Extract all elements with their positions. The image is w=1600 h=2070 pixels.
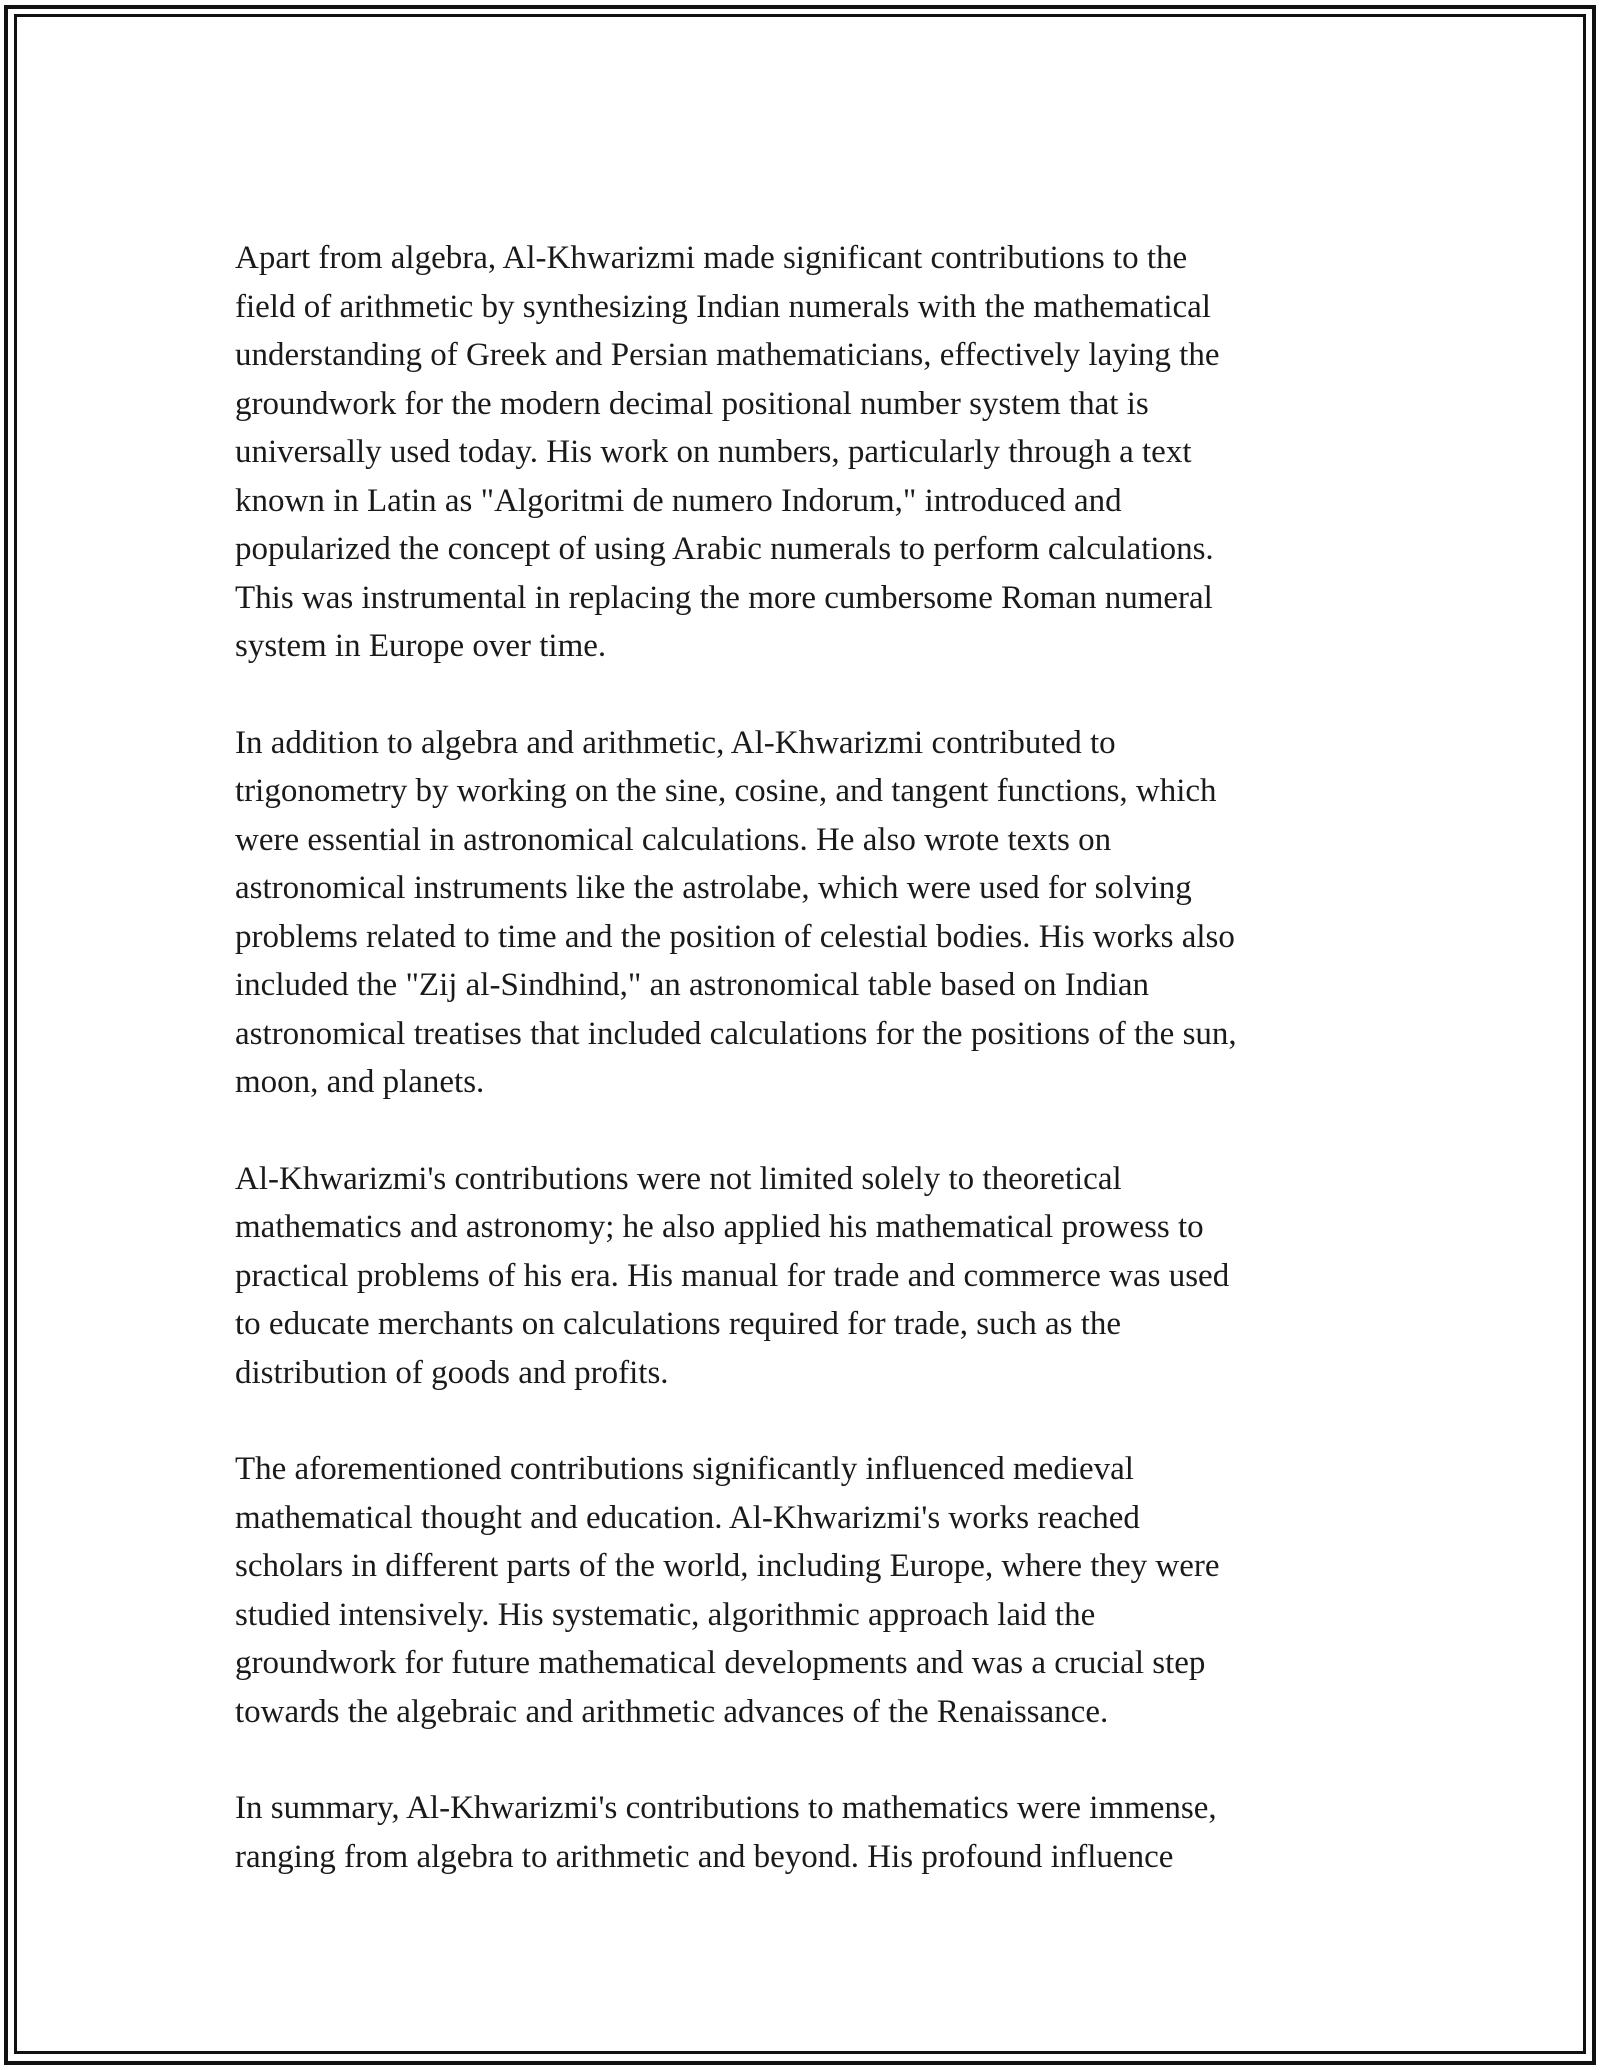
paragraph-arithmetic: Apart from algebra, Al-Khwarizmi made significant contributions to the field of arithmetic by synthesizing Indian numerals with the mathematical understanding of Greek and Persian mathematicians, effectively laying the groundwork for the modern decimal positional number system that is universally used today. His work on numbers, particularly through a text known in Latin as "Algoritmi de numero Indorum," introduced and popularized the concept of using Arabic numerals to perform calculations. This was instrumental in replacing the more cumbersome Roman numeral system in Europe over time. xyxy=(235,240,1220,664)
document-body xyxy=(235,234,1355,1929)
paragraph-influence: The aforementioned contributions significantly influenced medieval mathematical thought and education. Al-Khwarizmi's works reached scholars in different parts of the world, including Europe, where they were studied intensively. His systematic, algorithmic approach laid the groundwork for future mathematical developments and was a crucial step towards the algebraic and arithmetic advances of the Renaissance. xyxy=(235,1451,1220,1730)
paragraph-summary: In summary, Al-Khwarizmi's contributions to mathematics were immense, ranging from algebra to arithmetic and beyond. His profound influence xyxy=(235,1790,1217,1875)
paragraph-practical-applications: Al-Khwarizmi's contributions were not limited solely to theoretical mathematics and astronomy; he also applied his mathematical prowess to practical problems of his era. His manual for trade and commerce was used to educate merchants on calculations required for trade, such as the distribution of goods and profits. xyxy=(235,1160,1230,1391)
paragraph-trigonometry-astronomy: In addition to algebra and arithmetic, Al-Khwarizmi contributed to trigonometry by working on the sine, cosine, and tangent functions, which were essential in astronomical calculations. He also wrote texts on astronomical instruments like the astrolabe, which were used for solving problems related to time and the position of celestial bodies. His works also included the "Zij al-Sindhind," an astronomical table based on Indian astronomical treatises that included calculations for the positions of the sun, moon, and planets. xyxy=(235,724,1237,1100)
